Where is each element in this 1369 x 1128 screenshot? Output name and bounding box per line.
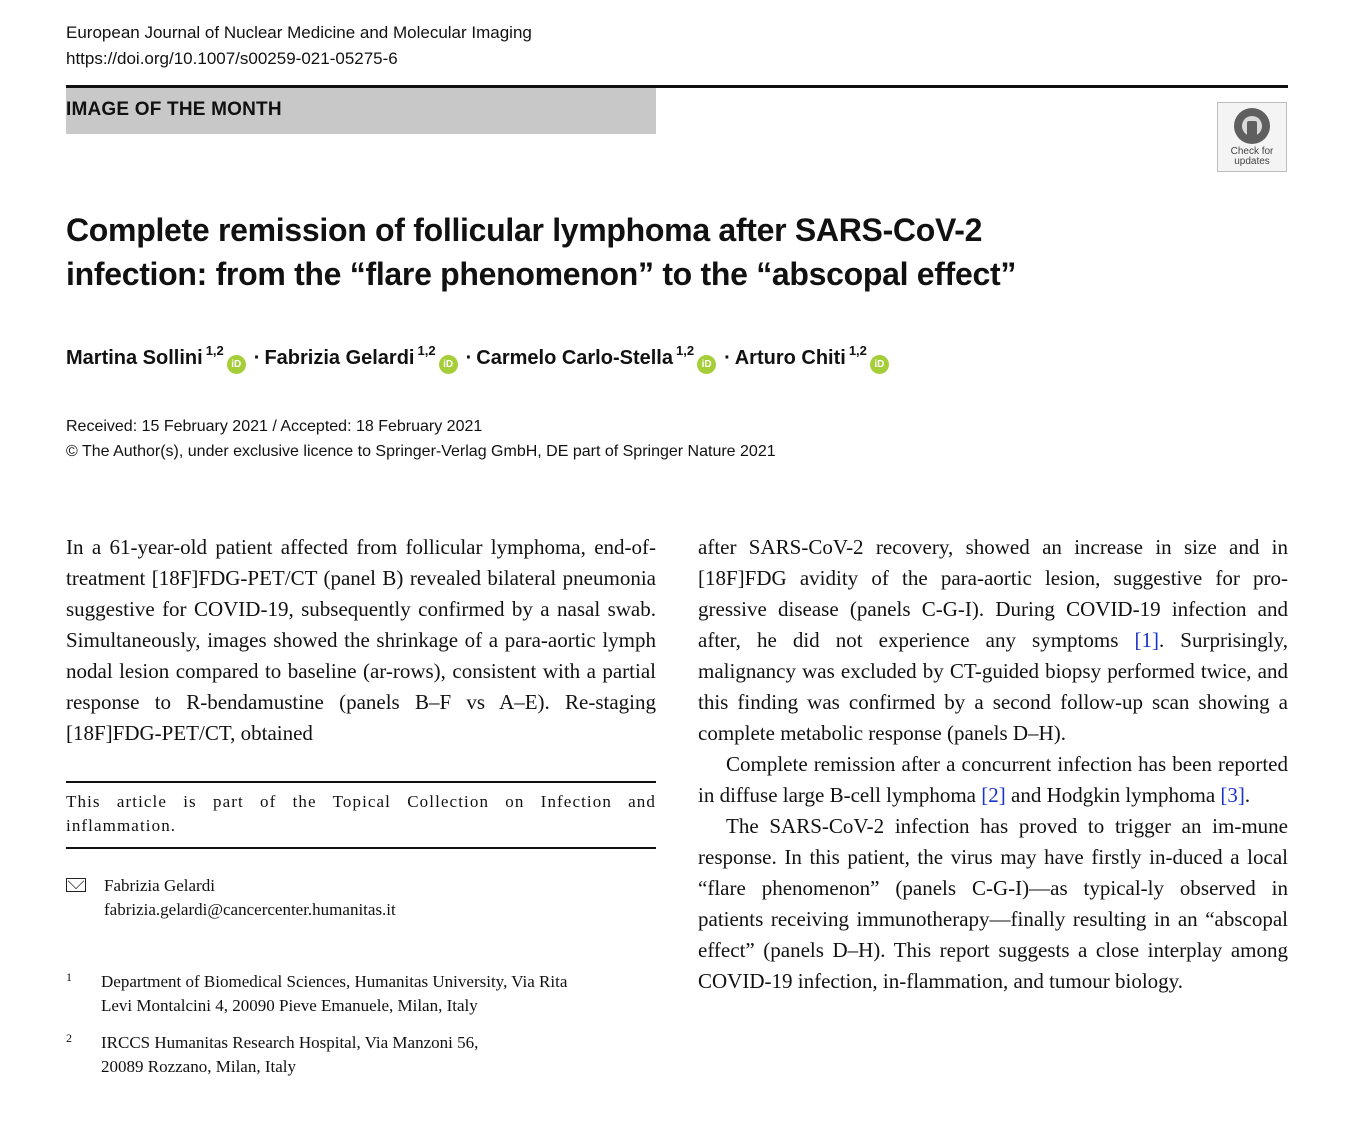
body-paragraph: The SARS-CoV-2 infection has proved to trigger an im-mune response. In this patient, the virus may have firstly in-duced a local “flare phenomenon” (panels C-G-I)—as typical-ly observed in patients receiving immunotherapy—finally resulting in an “abscopal effect” (panels D–H). This report suggests a close interplay among COVID-19 infection, in-flammation, and tumour biology. (698, 814, 1288, 993)
body-left-column (66, 532, 656, 749)
section-banner (66, 88, 656, 134)
topical-collection-note: This article is part of the Topical Collection on Infection and inflammation. (66, 792, 656, 835)
affiliation-number: 2 (66, 1031, 72, 1045)
author-separator: · (465, 347, 473, 369)
author-affiliation: 1,2 (675, 343, 695, 358)
affiliation-line: IRCCS Humanitas Research Hospital, Via Manzoni 56, (101, 1033, 479, 1052)
received-accepted: Received: 15 February 2021 / Accepted: 18 February 2021 (66, 418, 483, 435)
citation-link[interactable]: [1] (1134, 628, 1159, 652)
author-affiliation: 1,2 (417, 343, 436, 358)
author-affiliation: 1,2 (205, 343, 224, 358)
article-dates (66, 414, 776, 464)
author-name[interactable]: Carmelo Carlo-Stella (476, 347, 673, 369)
journal-header (66, 20, 532, 72)
journal-name: European Journal of Nuclear Medicine and Molecular Imaging (66, 23, 532, 42)
copyright-notice: © The Author(s), under exclusive licence to Springer-Verlag GmbH, DE part of Springer Nature 2021 (66, 443, 776, 460)
title-line-1: Complete remission of follicular lymphoma after SARS-CoV-2 (66, 212, 983, 248)
footnote-rule-bottom (66, 847, 656, 849)
author-separator: · (724, 347, 731, 369)
footnote-rule-top (66, 781, 656, 783)
title-line-2: infection: from the “flare phenomenon” to the “abscopal effect” (66, 256, 1017, 292)
check-updates-label: Check for updates (1230, 146, 1274, 167)
affiliation-line: Department of Biomedical Sciences, Humanitas University, Via Rita (101, 972, 568, 991)
body-right-column (698, 532, 1288, 997)
body-paragraph: Complete remission after a concurrent infection has been reported in diffuse large B-cell lymphoma [2] and Hodgkin lymphoma [3]. (698, 752, 1288, 807)
orcid-icon[interactable]: iD (227, 355, 246, 374)
envelope-icon (66, 878, 86, 892)
article-title (66, 208, 1166, 296)
orcid-icon[interactable]: iD (870, 355, 889, 374)
orcid-icon[interactable]: iD (439, 355, 458, 374)
body-paragraph: after SARS-CoV-2 recovery, showed an increase in size and in [18F]FDG avidity of the para-aortic lesion, suggestive for pro-gressive disease (panels C-G-I). During COVID-19 infection and after, he did not experience any symptoms [1]. Surprisingly, malignancy was excluded by CT-guided biopsy performed twice, and this finding was confirmed by a second follow-up scan showing a complete metabolic response (panels D–H). (698, 535, 1288, 745)
doi-link[interactable]: https://doi.org/10.1007/s00259-021-05275-6 (66, 49, 398, 68)
author-affiliation: 1,2 (848, 343, 867, 358)
correspondent-email[interactable]: fabrizia.gelardi@cancercenter.humanitas.it (104, 900, 396, 919)
citation-link[interactable]: [3] (1220, 783, 1245, 807)
citation-link[interactable]: [2] (981, 783, 1006, 807)
check-updates-icon (1234, 108, 1270, 144)
author-name[interactable]: Fabrizia Gelardi (264, 347, 415, 369)
author-separator: · (253, 347, 261, 369)
correspondent-name: Fabrizia Gelardi (104, 876, 215, 895)
affiliation-line: Levi Montalcini 4, 20090 Pieve Emanuele, Milan, Italy (101, 996, 478, 1015)
author-list (66, 336, 893, 374)
affiliation-line: 20089 Rozzano, Milan, Italy (101, 1057, 296, 1076)
author-name[interactable]: Martina Sollini (66, 347, 203, 369)
author-name[interactable]: Arturo Chiti (734, 347, 846, 369)
body-paragraph: In a 61-year-old patient affected from follicular lymphoma, end-of-treatment [18F]FDG-PET/CT (panel B) revealed bilateral pneumonia suggestive for COVID-19, subsequently confirmed by a nasal swab. Simultaneously, images showed the shrinkage of a para-aortic lymph nodal lesion compared to baseline (ar-rows), consistent with a partial response to R-bendamustine (panels B–F vs A–E). Re-staging [18F]FDG-PET/CT, obtained (66, 535, 656, 745)
check-for-updates-button[interactable] (1217, 102, 1287, 172)
section-label: IMAGE OF THE MONTH (66, 99, 282, 120)
orcid-icon[interactable]: iD (697, 355, 716, 374)
affiliation-number: 1 (66, 970, 72, 984)
